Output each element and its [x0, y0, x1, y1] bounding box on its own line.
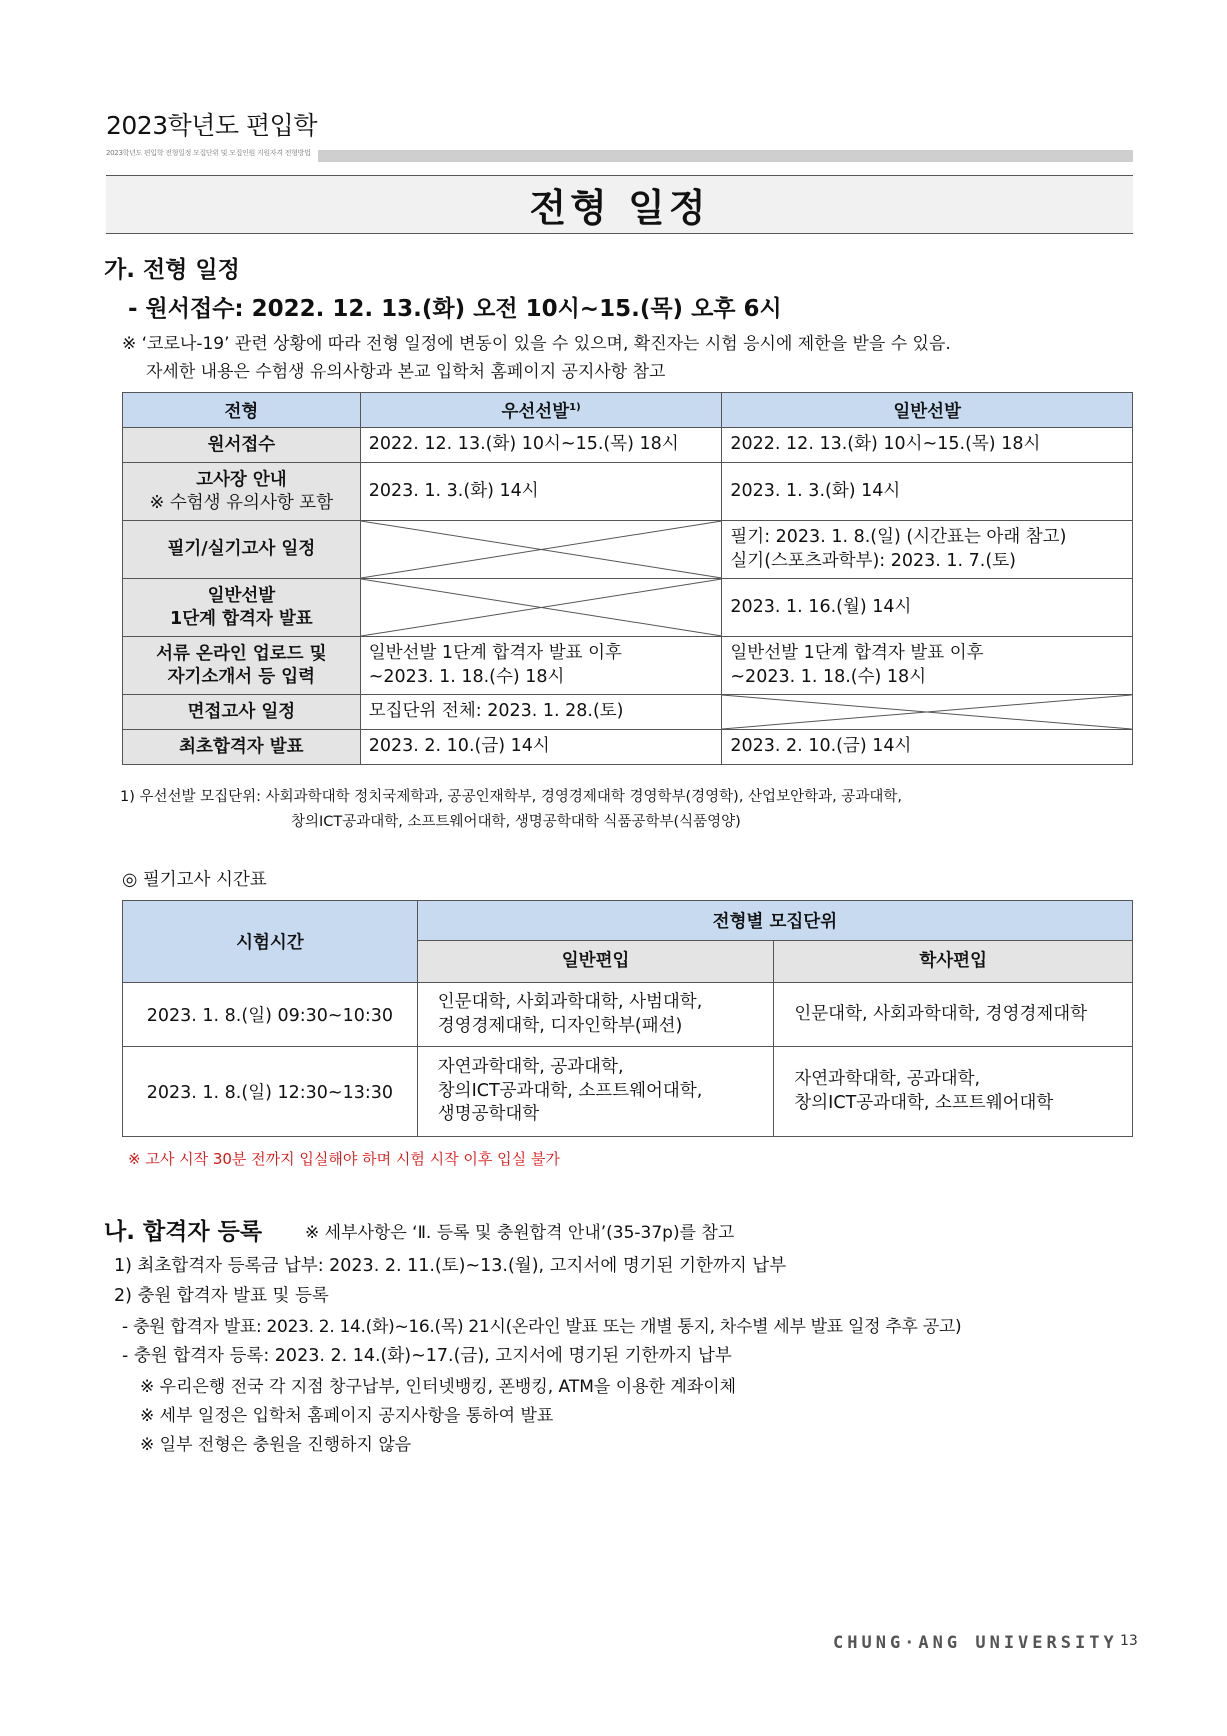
row-label-line: 서류 온라인 업로드 및	[156, 643, 327, 664]
page-title: 전형 일정	[529, 186, 710, 230]
cell-line: 일반선발 1단계 합격자 발표 이후	[368, 642, 622, 663]
cross-out-mark	[361, 521, 722, 578]
footnote-marker: 1)	[569, 401, 581, 413]
table-header-row	[123, 393, 1133, 428]
table-row	[123, 521, 1133, 579]
table-cell: 2022. 12. 13.(화) 10시~15.(목) 18시	[360, 428, 722, 463]
cell-line: 창의ICT공과대학, 소프트웨어대학	[794, 1092, 1054, 1113]
row-label-line: 일반선발	[207, 585, 276, 606]
table-cell: 인문대학, 사회과학대학, 경영경제대학	[774, 983, 1133, 1047]
cell-line: ~2023. 1. 18.(수) 18시	[730, 666, 927, 687]
row-label: 면접고사 일정	[123, 695, 361, 730]
table-header-row	[123, 901, 1133, 941]
covid-note-detail: 자세한 내용은 수험생 유의사항과 본교 입학처 홈페이지 공지사항 참고	[146, 362, 666, 382]
table-row	[123, 463, 1133, 521]
cross-out-mark	[722, 695, 1132, 729]
cross-out-mark	[361, 579, 722, 636]
cell-line: ~2023. 1. 18.(수) 18시	[368, 666, 565, 687]
not-applicable-cell	[360, 579, 722, 637]
registration-line: 2) 충원 합격자 발표 및 등록	[114, 1286, 329, 1306]
page-title-box	[106, 175, 1133, 234]
not-applicable-cell	[722, 695, 1133, 730]
table-row	[123, 579, 1133, 637]
cell-line: 경영경제대학, 디자인학부(패션)	[437, 1015, 683, 1036]
schedule-table	[122, 392, 1133, 765]
registration-line: - 충원 합격자 발표: 2023. 2. 14.(화)~16.(목) 21시(온라인 발표 또는 개별 통지, 차수별 세부 발표 일정 추후 공고)	[122, 1317, 962, 1337]
cell-line: 일반선발 1단계 합격자 발표 이후	[730, 642, 984, 663]
row-label-line: 자기소개서 등 입력	[167, 666, 316, 687]
header-priority-label: 우선선발	[501, 401, 570, 422]
entry-warning: ※ 고사 시작 30분 전까지 입실해야 하며 시험 시작 이후 입실 불가	[128, 1150, 560, 1168]
header-priority	[360, 393, 722, 428]
registration-note: ※ 일부 전형은 충원을 진행하지 않음	[140, 1435, 412, 1455]
table-row	[123, 637, 1133, 695]
table-cell: 2023. 1. 16.(월) 14시	[722, 579, 1133, 637]
table-cell: 2023. 2. 10.(금) 14시	[722, 730, 1133, 765]
header-small-text: 2023학년도 편입학 전형일정 모집단위 및 모집인원 지원자격 전형방법	[106, 149, 311, 157]
table-cell	[360, 637, 722, 695]
table-row	[123, 695, 1133, 730]
not-applicable-cell	[360, 521, 722, 579]
table-row	[123, 730, 1133, 765]
cell-line: 인문대학, 사회과학대학, 사범대학,	[437, 991, 703, 1012]
row-label: 최초합격자 발표	[123, 730, 361, 765]
row-label	[123, 637, 361, 695]
table-cell: 2023. 1. 3.(화) 14시	[722, 463, 1133, 521]
table-cell	[417, 983, 774, 1047]
table-row	[123, 983, 1133, 1047]
table-cell: 2022. 12. 13.(화) 10시~15.(목) 18시	[722, 428, 1133, 463]
header-bachelor-transfer: 학사편입	[774, 941, 1133, 983]
section-b-heading: 나. 합격자 등록	[104, 1219, 263, 1245]
cell-line: 실기(스포츠과학부): 2023. 1. 7.(토)	[730, 550, 1016, 571]
cell-line: 자연과학대학, 공과대학,	[794, 1068, 981, 1089]
registration-line: 1) 최초합격자 등록금 납부: 2023. 2. 11.(토)~13.(월), 고지서에 명기된 기한까지 납부	[114, 1256, 787, 1276]
row-label-line: 고사장 안내	[196, 469, 287, 490]
application-period: - 원서접수: 2022. 12. 13.(화) 오전 10시~15.(목) 오후 6시	[128, 296, 782, 322]
row-label	[123, 463, 361, 521]
document-header-title: 2023학년도 편입학	[106, 111, 317, 140]
cell-line: 필기: 2023. 1. 8.(일) (시간표는 아래 참고)	[730, 526, 1067, 547]
table-row	[123, 1047, 1133, 1137]
header-divider-bar	[318, 150, 1133, 162]
header-general-transfer: 일반편입	[417, 941, 774, 983]
table-cell: 모집단위 전체: 2023. 1. 28.(토)	[360, 695, 722, 730]
header-general: 일반선발	[722, 393, 1133, 428]
row-label: 필기/실기고사 일정	[123, 521, 361, 579]
table-row	[123, 428, 1133, 463]
header-type: 전형	[123, 393, 361, 428]
section-a-heading: 가. 전형 일정	[104, 257, 240, 283]
exam-time-cell: 2023. 1. 8.(일) 09:30~10:30	[123, 983, 418, 1047]
row-label-line: 1단계 합격자 발표	[170, 608, 313, 629]
covid-note: ※ ‘코로나-19’ 관련 상황에 따라 전형 일정에 변동이 있을 수 있으며, 확진자는 시험 응시에 제한을 받을 수 있음.	[122, 334, 951, 354]
table-cell	[417, 1047, 774, 1137]
timetable-heading: ◎ 필기고사 시간표	[122, 870, 267, 890]
header-exam-time: 시험시간	[123, 901, 418, 983]
registration-note: ※ 세부 일정은 입학처 홈페이지 공지사항을 통하여 발표	[140, 1406, 554, 1426]
table-footnote: 1) 우선선발 모집단위: 사회과학대학 정치국제학과, 공공인재학부, 경영경제대학 경영학부(경영학), 산업보안학과, 공과대학,	[120, 789, 902, 805]
exam-time-cell: 2023. 1. 8.(일) 12:30~13:30	[123, 1047, 418, 1137]
row-label: 원서접수	[123, 428, 361, 463]
cell-line: 창의ICT공과대학, 소프트웨어대학,	[437, 1080, 703, 1101]
header-recruit-unit: 전형별 모집단위	[417, 901, 1132, 941]
table-cell	[722, 521, 1133, 579]
row-label-note: ※ 수험생 유의사항 포함	[149, 492, 334, 513]
table-cell	[722, 637, 1133, 695]
exam-timetable	[122, 900, 1133, 1137]
registration-line: - 충원 합격자 등록: 2023. 2. 14.(화)~17.(금), 고지서에 명기된 기한까지 납부	[122, 1346, 732, 1366]
cell-line: 자연과학대학, 공과대학,	[437, 1057, 624, 1078]
table-cell: 2023. 1. 3.(화) 14시	[360, 463, 722, 521]
cell-line: 생명공학대학	[437, 1104, 540, 1125]
table-footnote-cont: 창의ICT공과대학, 소프트웨어대학, 생명공학대학 식품공학부(식품영양)	[291, 814, 741, 830]
row-label	[123, 579, 361, 637]
section-b-reference: ※ 세부사항은 ‘Ⅱ. 등록 및 충원합격 안내’(35-37p)를 참고	[305, 1223, 735, 1243]
table-cell	[774, 1047, 1133, 1137]
table-cell: 2023. 2. 10.(금) 14시	[360, 730, 722, 765]
page-number: 13	[1120, 1633, 1138, 1649]
registration-note: ※ 우리은행 전국 각 지점 창구납부, 인터넷뱅킹, 폰뱅킹, ATM을 이용한 계좌이체	[140, 1377, 737, 1397]
university-logo: CHUNG·ANG UNIVERSITY	[833, 1633, 1118, 1653]
